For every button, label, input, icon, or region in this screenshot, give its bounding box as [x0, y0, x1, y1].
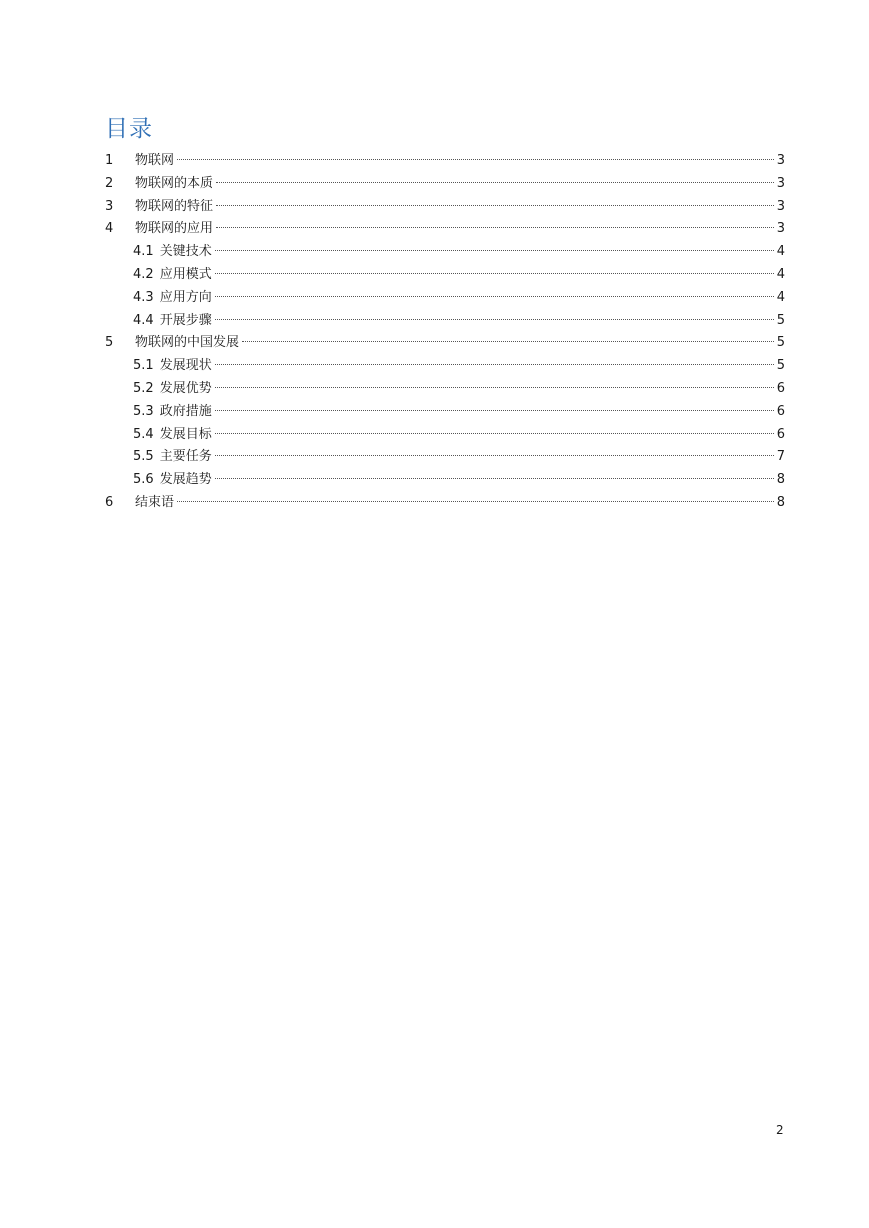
toc-entry-label: 物联网 — [135, 153, 175, 168]
toc-dot-leader — [215, 319, 774, 320]
toc-dot-leader — [215, 273, 774, 274]
toc-entry-number: 4.2 — [133, 266, 154, 282]
toc-entry[interactable] — [105, 424, 785, 447]
toc-dot-leader — [215, 410, 774, 411]
toc-heading: 目录 — [105, 116, 153, 142]
toc-entry-page: 3 — [776, 153, 785, 168]
toc-entry-label: 发展趋势 — [159, 472, 212, 488]
toc-entry-number: 5.3 — [133, 403, 154, 419]
toc-entry-number: 2 — [105, 175, 114, 191]
toc-entry-label: 政府措施 — [159, 403, 212, 419]
toc-entry[interactable] — [105, 218, 785, 241]
toc-entry-page: 4 — [776, 289, 785, 305]
toc-entry[interactable] — [105, 173, 785, 196]
toc-entry-page: 5 — [776, 335, 785, 351]
toc-entry-label: 关键技术 — [159, 244, 212, 260]
toc-entry-number: 5.6 — [133, 472, 154, 488]
toc-entry[interactable] — [105, 469, 785, 492]
toc-entry-number: 4.3 — [133, 289, 154, 305]
toc-entry-label: 结束语 — [135, 494, 175, 510]
toc-dot-leader — [177, 159, 774, 160]
toc-dot-leader — [242, 341, 774, 342]
toc-entry-page: 6 — [776, 380, 785, 396]
toc-entry[interactable] — [105, 492, 785, 515]
toc-entry-label: 物联网的特征 — [135, 198, 214, 214]
toc-entry-label: 物联网的中国发展 — [135, 335, 240, 351]
toc-entry-page: 8 — [776, 472, 785, 488]
toc-entry-number: 4.4 — [133, 312, 154, 328]
toc-dot-leader — [215, 478, 774, 479]
toc-dot-leader — [215, 364, 774, 365]
toc-dot-leader — [215, 455, 774, 456]
toc-entry-page: 4 — [776, 244, 785, 260]
toc-entry-page: 5 — [776, 358, 785, 374]
toc-entry-number: 4.1 — [133, 244, 154, 260]
toc-entry-page: 3 — [776, 175, 785, 191]
toc-entry-number: 5.4 — [133, 426, 154, 442]
toc-entry-label: 应用方向 — [159, 289, 212, 305]
toc-entry[interactable] — [105, 241, 785, 264]
toc-entry[interactable] — [105, 378, 785, 401]
toc-entry-label: 主要任务 — [159, 449, 212, 465]
toc-entry[interactable] — [105, 150, 785, 173]
toc-entry-label: 应用模式 — [159, 266, 212, 282]
toc-dot-leader — [177, 501, 774, 502]
toc-entry[interactable] — [105, 196, 785, 219]
toc-entry[interactable] — [105, 446, 785, 469]
toc-entry-label: 发展优势 — [159, 380, 212, 396]
toc-entry-page: 4 — [776, 266, 785, 282]
toc-dot-leader — [216, 182, 774, 183]
toc-entry[interactable] — [105, 401, 785, 424]
toc-entry-page: 8 — [776, 494, 785, 510]
toc-entry-page: 5 — [776, 312, 785, 328]
toc-entry-page: 6 — [776, 426, 785, 442]
toc-entry-page: 3 — [776, 221, 785, 237]
toc-entry-number: 5.2 — [133, 380, 154, 396]
toc-entry-label: 开展步骤 — [159, 312, 212, 328]
toc-dot-leader — [216, 205, 774, 206]
toc-entry[interactable] — [105, 332, 785, 355]
table-of-contents — [105, 150, 785, 515]
toc-entry[interactable] — [105, 355, 785, 378]
toc-dot-leader — [215, 296, 774, 297]
toc-entry-number: 5 — [105, 335, 114, 351]
toc-dot-leader — [216, 227, 774, 228]
toc-entry-number: 4 — [105, 221, 114, 237]
toc-entry[interactable] — [105, 287, 785, 310]
toc-entry-page: 7 — [776, 449, 785, 465]
toc-entry-page: 6 — [776, 403, 785, 419]
toc-entry[interactable] — [105, 264, 785, 287]
toc-dot-leader — [215, 250, 774, 251]
toc-entry-page: 3 — [776, 198, 785, 214]
toc-entry-number: 6 — [105, 494, 114, 510]
toc-entry-label: 物联网的应用 — [135, 221, 214, 237]
toc-entry-number: 1 — [105, 153, 114, 168]
toc-entry[interactable] — [105, 310, 785, 333]
toc-entry-label: 发展现状 — [159, 358, 212, 374]
toc-entry-number: 3 — [105, 198, 114, 214]
toc-dot-leader — [215, 387, 774, 388]
page-number: 2 — [776, 1123, 784, 1137]
toc-entry-number: 5.1 — [133, 358, 154, 374]
toc-entry-number: 5.5 — [133, 449, 154, 465]
toc-entry-label: 发展目标 — [159, 426, 212, 442]
toc-entry-label: 物联网的本质 — [135, 175, 214, 191]
toc-dot-leader — [215, 433, 774, 434]
